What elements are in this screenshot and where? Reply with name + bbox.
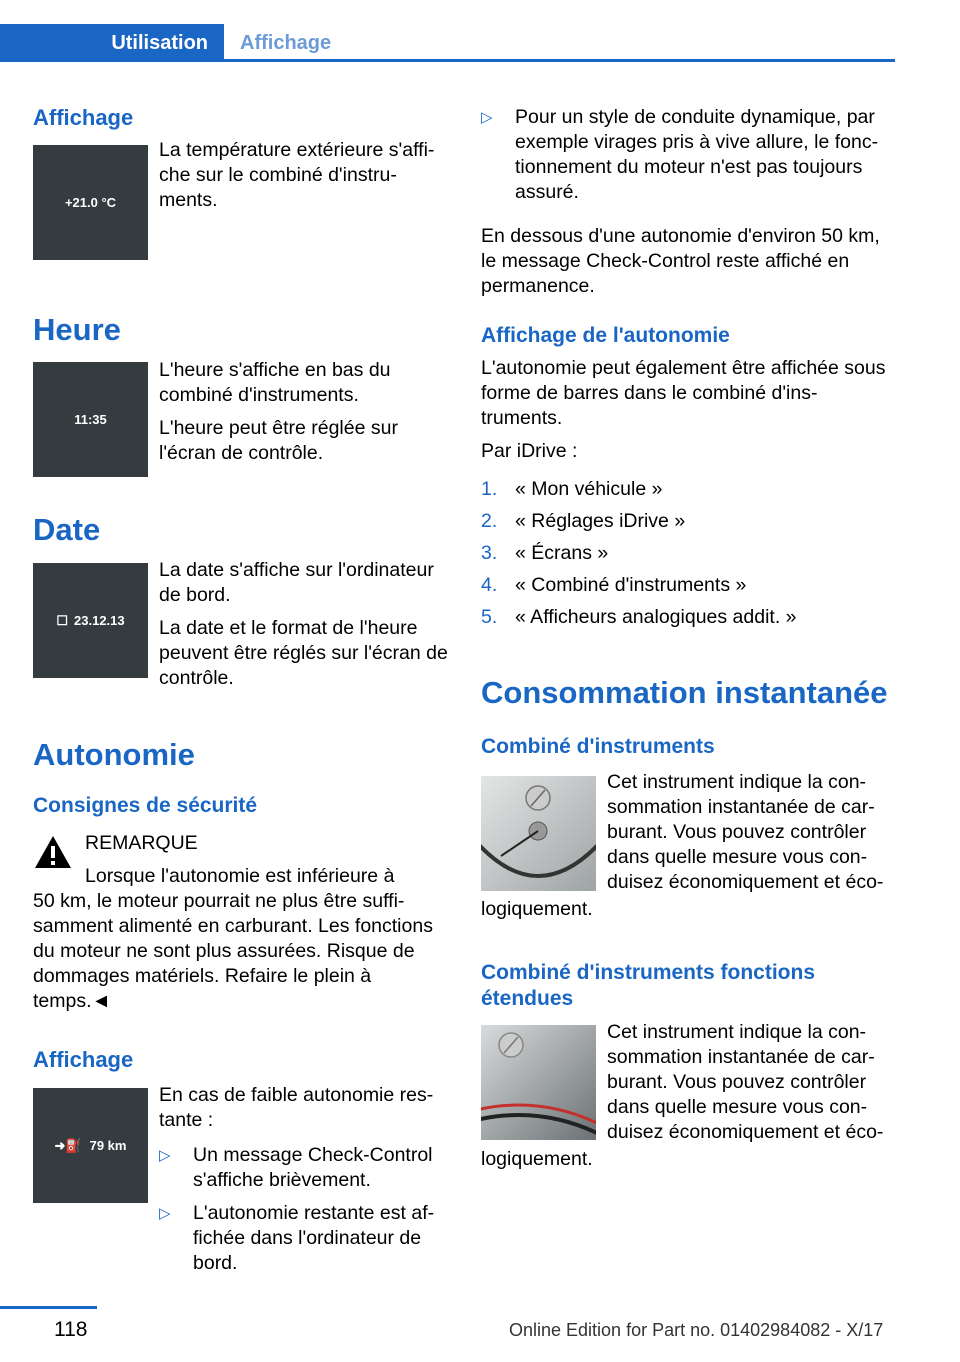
date-text-1: La date s'affiche sur l'ordinateur de bord. xyxy=(159,559,434,606)
step-number: 1. xyxy=(481,478,498,500)
list-item xyxy=(481,509,893,541)
remarque-text-2: 50 km, le moteur pourrait ne plus être suffi-samment alimenté en carburant. Les fonctions du moteur ne sont plus assurées. Risque de dommages matériels. Refaire le plein à temps.◄ xyxy=(33,890,433,1012)
section-title-heure: Heure xyxy=(33,312,121,347)
affichage-intro: En cas de faible autonomie res-tante : xyxy=(159,1084,434,1131)
step-label: « Écrans » xyxy=(515,542,609,564)
range-display-image xyxy=(33,1088,148,1203)
temperature-display-image: +21.0 °C xyxy=(33,145,148,260)
heure-text-1: L'heure s'affiche en bas du combiné d'instruments. xyxy=(159,359,391,406)
warning-icon xyxy=(33,834,73,870)
header-tabs xyxy=(0,24,895,62)
step-label: « Afficheurs analogiques addit. » xyxy=(515,606,797,628)
step-number: 4. xyxy=(481,574,498,596)
tab-utilisation[interactable]: Utilisation xyxy=(0,24,224,62)
check-control-paragraph: En dessous d'une autonomie d'environ 50 km, le message Check-Control reste affiché en permanence. xyxy=(481,225,880,297)
fuel-pump-icon: ➜⛽ xyxy=(54,1137,82,1153)
date-text-2: La date et le format de l'heure peuvent être réglés sur l'écran de contrôle. xyxy=(159,617,448,689)
list-item xyxy=(159,1201,449,1276)
remarque-text-1: Lorsque l'autonomie est inférieure à xyxy=(85,865,395,887)
footer-rule xyxy=(0,1306,97,1309)
par-idrive-label: Par iDrive : xyxy=(481,440,578,462)
affichage-autonomie-texts xyxy=(159,1083,449,1284)
bullet-text: Pour un style de conduite dynamique, par exemple virages pris à vive allure, le fonc-tionnement du moteur n'est pas toujours assuré. xyxy=(515,106,879,203)
triangle-bullet-icon: ▷ xyxy=(159,1205,171,1222)
triangle-bullet-icon: ▷ xyxy=(159,1147,171,1164)
list-item xyxy=(481,573,893,605)
step-number: 3. xyxy=(481,542,498,564)
tab-affichage[interactable]: Affichage xyxy=(240,32,332,54)
temperature-text: La température extérieure s'affi-che sur le combiné d'instru-ments. xyxy=(159,139,435,211)
affichage-bullet-list xyxy=(159,1143,449,1276)
edition-label: Online Edition for Part no. 01402984082 - X/17 xyxy=(509,1320,884,1340)
top-bullet-list xyxy=(481,105,893,213)
section-title: Affichage xyxy=(33,105,134,130)
bullet-text: Un message Check-Control s'affiche brièvement. xyxy=(193,1144,433,1191)
consumption-gauge-image xyxy=(481,776,596,891)
section-title-affichage-autonomie: Affichage xyxy=(33,1047,134,1072)
triangle-bullet-icon: ▷ xyxy=(481,109,493,126)
calendar-icon: ☐ xyxy=(56,612,69,628)
header-rule xyxy=(0,59,895,62)
step-label: « Combiné d'instruments » xyxy=(515,574,747,596)
combine-text-end: logiquement. xyxy=(481,898,593,920)
etendues-text-side: Cet instrument indique la con-sommation instantanée de car-burant. Vous pouvez contrôler dans quelle mesure vous con-duisez économiquement et éco- xyxy=(607,1021,884,1143)
subsection-consignes: Consignes de sécurité xyxy=(33,794,258,817)
etendues-text-end: logiquement. xyxy=(481,1148,593,1170)
list-item xyxy=(481,605,893,637)
step-number: 5. xyxy=(481,606,498,628)
list-item xyxy=(481,541,893,573)
step-label: « Mon véhicule » xyxy=(515,478,663,500)
consumption-gauge-extended-image xyxy=(481,1025,596,1140)
range-value: 79 km xyxy=(89,1138,127,1153)
remarque-label: REMARQUE xyxy=(85,832,198,854)
combine-text-side: Cet instrument indique la con-sommation instantanée de car-burant. Vous pouvez contrôler dans quelle mesure vous con-duisez économiquement et éco- xyxy=(607,771,884,893)
step-number: 2. xyxy=(481,510,498,532)
section-title-consommation: Consommation instantanée xyxy=(481,675,888,710)
section-title-date: Date xyxy=(33,512,101,547)
list-item xyxy=(481,477,893,509)
time-display-image: 11:35 xyxy=(33,362,148,477)
step-label: « Réglages iDrive » xyxy=(515,510,686,532)
bullet-text: L'autonomie restante est af-fichée dans l'ordinateur de bord. xyxy=(193,1202,435,1274)
page-number: 118 xyxy=(54,1318,88,1341)
heure-texts xyxy=(159,358,444,466)
date-texts xyxy=(159,558,449,691)
date-value: 23.12.13 xyxy=(74,613,125,628)
affichage-autonomie-text: L'autonomie peut également être affichée sous forme de barres dans le combiné d'ins-truments. xyxy=(481,357,886,429)
section-affichage-temperature xyxy=(33,105,443,131)
list-item xyxy=(159,1143,449,1193)
heure-text-2: L'heure peut être réglée sur l'écran de contrôle. xyxy=(159,417,398,464)
idrive-steps xyxy=(481,477,893,637)
subsection-combine-etendues: Combiné d'instruments fonctions étendues xyxy=(481,961,816,1010)
subsection-affichage-autonomie: Affichage de l'autonomie xyxy=(481,324,730,347)
date-display-image xyxy=(33,563,148,678)
section-title-autonomie: Autonomie xyxy=(33,737,195,772)
list-item xyxy=(481,105,893,205)
subsection-combine: Combiné d'instruments xyxy=(481,735,715,758)
